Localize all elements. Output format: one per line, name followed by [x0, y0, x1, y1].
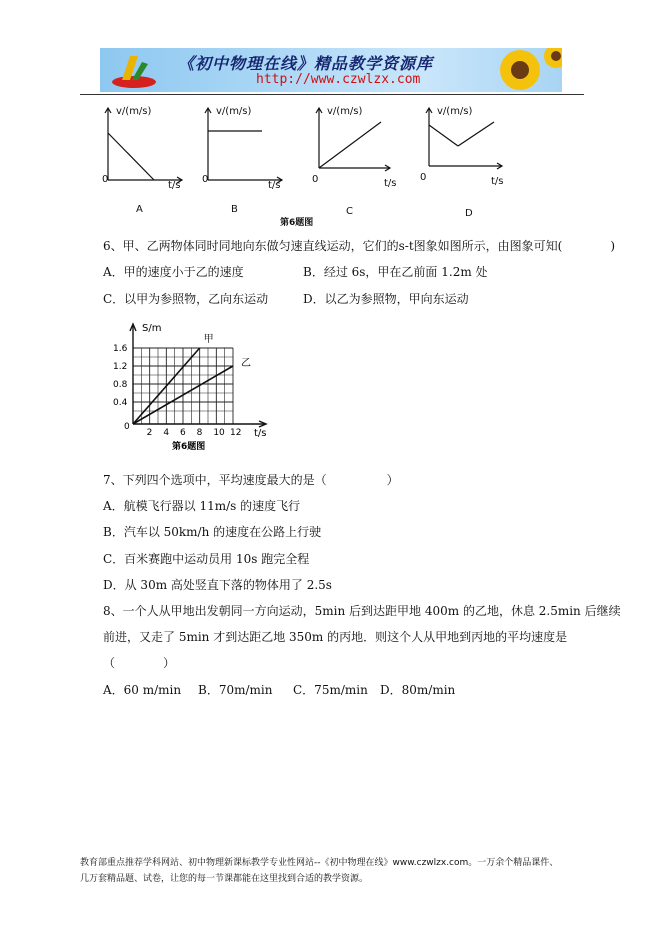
chart-axes [130, 324, 266, 427]
q6-option-c: C．以甲为参照物，乙向东运动 [103, 292, 269, 306]
q7-option-b: B．汽车以 50km/h 的速度在公路上行驶 [103, 525, 322, 539]
q8-option-b: B．70m/min [198, 683, 273, 697]
q6-option-b: B．经过 6s，甲在乙前面 1.2m 处 [303, 265, 488, 279]
graph-c-y-label: v/(m/s) [327, 106, 363, 117]
q7-option-c: C．百米赛跑中运动员用 10s 跑完全程 [103, 552, 310, 566]
graph-a-option-label: A [136, 204, 143, 215]
chart-grid [133, 348, 233, 424]
graph-d-option-label: D [465, 208, 473, 219]
q7-stem: 7、下列四个选项中，平均速度最大的是（ ） [103, 473, 399, 487]
st-graph-chart [100, 318, 290, 458]
q7-option-d: D．从 30m 高处竖直下落的物体用了 2.5s [103, 578, 332, 592]
banner-url[interactable]: http://www.czwlzx.com [256, 72, 421, 87]
chart-y-axis-label: S/m [142, 323, 162, 334]
q8-stem-line-1: 8、一个人从甲地出发朝同一方向运动，5min 后到达距甲地 400m 的乙地，休息 2.5min 后继续 [103, 604, 621, 618]
x-tick-label: 6 [180, 428, 186, 438]
q8-option-d: D．80m/min [380, 683, 456, 697]
x-tick-label: 2 [146, 428, 153, 438]
graph-b-option-label: B [231, 204, 238, 215]
q8-stem-line-3: （ ） [103, 656, 176, 670]
footer-line-1: 教育部重点推荐学科网站、初中物理新课标教学专业性网站--《初中物理在线》www.czwlzx.com。一万余个精品课件、 [80, 858, 559, 868]
y-tick-label: 1.6 [113, 344, 128, 354]
graph-c-option-label: C [346, 206, 353, 217]
graph-b-x-label: t/s [268, 180, 281, 191]
q6-option-a: A．甲的速度小于乙的速度 [103, 265, 244, 279]
graph-c-x-label: t/s [384, 178, 397, 189]
graph-a-y-label: v/(m/s) [116, 106, 152, 117]
graph-b-y-label: v/(m/s) [216, 106, 252, 117]
graph-d-x-label: t/s [491, 176, 504, 187]
chart-caption: 第6题图 [172, 442, 206, 452]
chart-x-axis-label: t/s [254, 428, 267, 439]
graph-c-origin: 0 [312, 174, 319, 185]
page-footer [80, 855, 590, 887]
q8-option-a: A．60 m/min [103, 683, 182, 697]
banner-title: 《初中物理在线》精品教学资源库 [178, 54, 434, 73]
q8-stem-line-2: 前进，又走了 5min 才到达距乙地 350m 的丙地．则这个人从甲地到丙地的平均速度是 [103, 630, 568, 644]
y-tick-label: 0.8 [113, 380, 128, 390]
y-tick-label: 0.4 [113, 398, 128, 408]
x-tick-label: 8 [196, 428, 203, 438]
graph-d-y-label: v/(m/s) [437, 106, 473, 117]
q7-option-a: A．航模飞行器以 11m/s 的速度飞行 [103, 499, 301, 513]
figure-caption: 第6题图 [280, 218, 314, 228]
site-logo [108, 50, 160, 90]
series-label-jia: 甲 [203, 334, 214, 345]
chart-origin-label: 0 [124, 422, 130, 432]
q8-option-c: C．75m/min [293, 683, 368, 697]
q6-option-d: D．以乙为参照物，甲向东运动 [303, 292, 469, 306]
sunflower-decoration [480, 48, 562, 92]
graph-a-x-label: t/s [168, 180, 181, 191]
x-tick-label: 4 [163, 428, 170, 438]
graph-a-origin: 0 [102, 174, 109, 185]
graph-b-origin: 0 [202, 174, 209, 185]
header-banner [100, 48, 562, 92]
x-tick-label: 12 [230, 428, 242, 438]
graph-d-origin: 0 [420, 172, 427, 183]
vt-graph-figure [90, 100, 520, 230]
y-tick-label: 1.2 [113, 362, 128, 372]
q6-stem: 6、甲、乙两物体同时同地向东做匀速直线运动，它们的s-t图象如图所示，由图象可知( ) [103, 239, 616, 253]
series-label-yi: 乙 [241, 358, 251, 369]
header-rule [80, 94, 584, 95]
x-tick-label: 10 [213, 428, 225, 438]
footer-line-2: 几万套精品题、试卷，让您的每一节课都能在这里找到合适的教学资源。 [80, 874, 369, 884]
